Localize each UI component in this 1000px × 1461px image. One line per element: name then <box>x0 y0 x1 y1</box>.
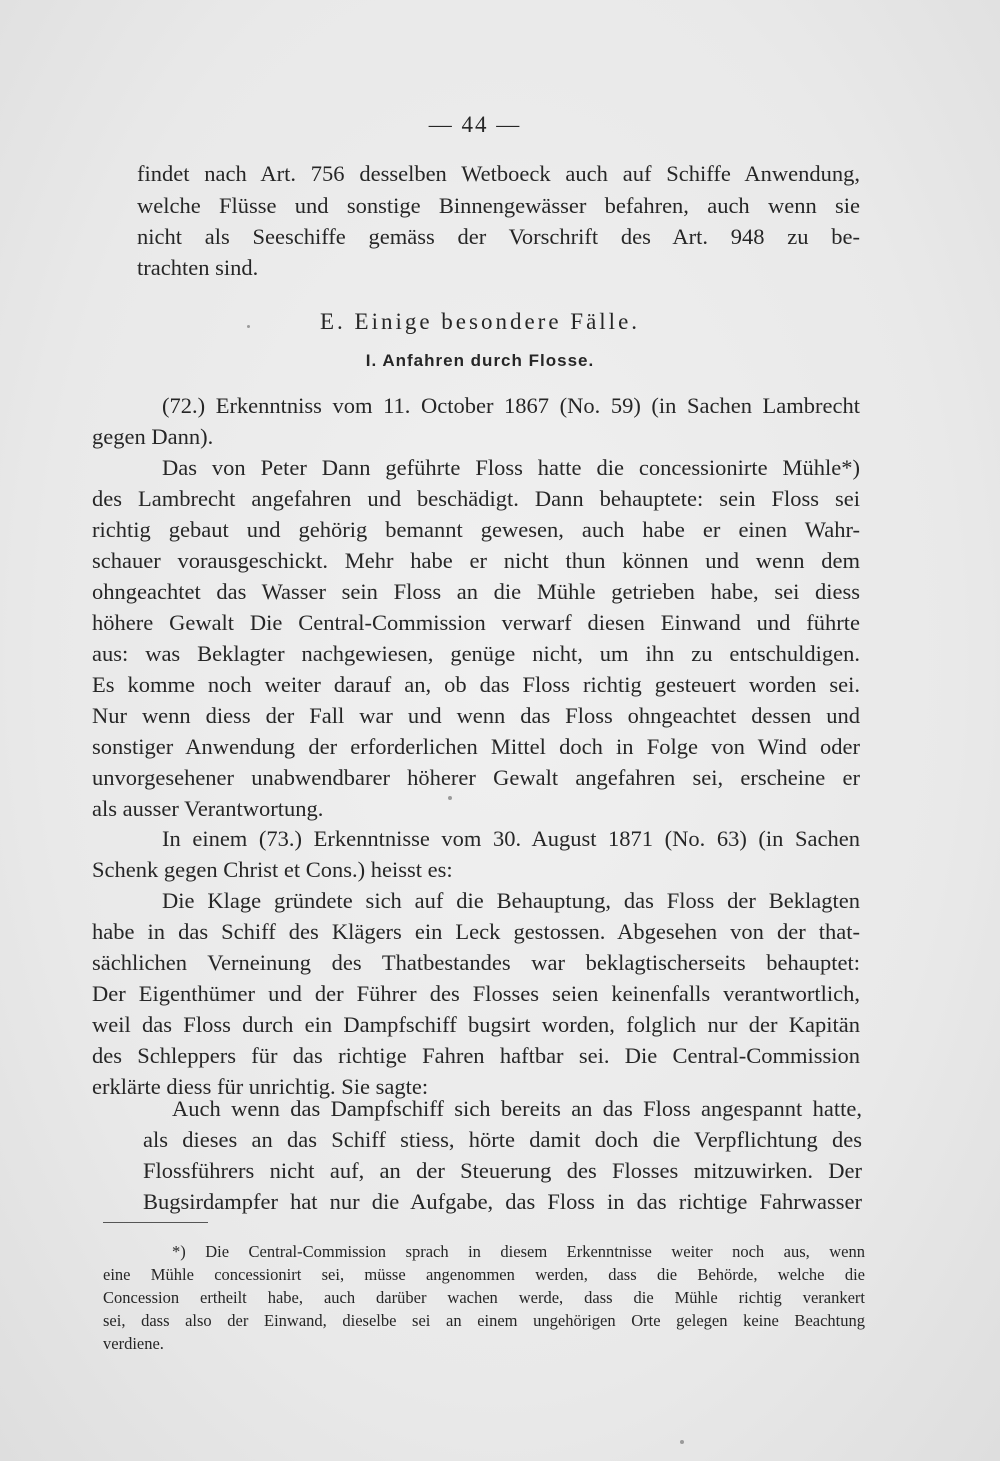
footnote-line: sei, dass also der Einwand, dieselbe sei an einem ungehörigen Orte gelegen keine Beachtung <box>103 1311 865 1330</box>
text-line: nicht als Seeschiffe gemäss der Vorschrift des Art. 948 zu be- <box>137 224 860 249</box>
text-line: unvorgesehener unabwendbarer höherer Gewalt angefahren sei, erscheine er <box>92 765 860 790</box>
text-line: Auch wenn das Dampfschiff sich bereits an das Floss angespannt hatte, <box>172 1096 862 1121</box>
paper-speck <box>247 325 250 328</box>
footnote-line: *) Die Central-Commission sprach in diesem Erkenntnisse weiter noch aus, wenn <box>172 1242 865 1261</box>
subsection-heading: I. Anfahren durch Flosse. <box>365 351 595 370</box>
text-line: Der Eigenthümer und der Führer des Flosses seien keinenfalls verantwortlich, <box>92 981 860 1006</box>
text-line: ohngeachtet das Wasser sein Floss an die Mühle getrieben habe, sei diess <box>92 579 860 604</box>
text-line: weil das Floss durch ein Dampfschiff bugsirt worden, folglich nur der Kapitän <box>92 1012 860 1037</box>
text-line: findet nach Art. 756 desselben Wetboeck auch auf Schiffe Anwendung, <box>137 161 860 186</box>
text-line: Schenk gegen Christ et Cons.) heisst es: <box>92 857 453 882</box>
section-heading: E. Einige besondere Fälle. <box>319 309 641 334</box>
footnote-line: eine Mühle concessionirt sei, müsse angenommen werden, dass die Behörde, welche die <box>103 1265 865 1284</box>
text-line: habe in das Schiff des Klägers ein Leck gestossen. Abgesehen von der that- <box>92 919 860 944</box>
text-line: gegen Dann). <box>92 424 214 449</box>
footnote-line: Concession ertheilt habe, auch darüber wachen werde, dass die Mühle richtig verankert <box>103 1288 865 1307</box>
footnote-divider <box>103 1222 208 1223</box>
text-line: als ausser Verantwortung. <box>92 796 324 821</box>
text-line: schauer vorausgeschickt. Mehr habe er nicht thun können und wenn dem <box>92 548 860 573</box>
text-line: richtig gebaut und gehörig bemannt gewesen, auch habe er einen Wahr- <box>92 517 860 542</box>
text-line: höhere Gewalt Die Central-Commission verwarf diesen Einwand und führte <box>92 610 860 635</box>
text-line: des Schleppers für das richtige Fahren haftbar sei. Die Central-Commission <box>92 1043 860 1068</box>
text-line: Bugsirdampfer hat nur die Aufgabe, das Floss in das richtige Fahrwasser <box>143 1189 862 1214</box>
text-line: Das von Peter Dann geführte Floss hatte die concessionirte Mühle*) <box>162 455 860 480</box>
text-line: In einem (73.) Erkenntnisse vom 30. August 1871 (No. 63) (in Sachen <box>162 826 860 851</box>
text-line: Flossführers nicht auf, an der Steuerung des Flosses mitzuwirken. Der <box>143 1158 862 1183</box>
text-line: Nur wenn diess der Fall war und wenn das Floss ohngeachtet dessen und <box>92 703 860 728</box>
text-line: Es komme noch weiter darauf an, ob das Floss richtig gesteuert worden sei. <box>92 672 860 697</box>
text-line: aus: was Beklagter nachgewiesen, genüge nicht, um ihn zu entschuldigen. <box>92 641 860 666</box>
text-line: sächlichen Verneinung des Thatbestandes war beklagtischerseits behauptet: <box>92 950 860 975</box>
footnote-line: verdiene. <box>103 1334 164 1353</box>
text-line: des Lambrecht angefahren und beschädigt. Dann behauptete: sein Floss sei <box>92 486 860 511</box>
text-line: (72.) Erkenntniss vom 11. October 1867 (No. 59) (in Sachen Lambrecht <box>162 393 860 418</box>
paper-speck <box>680 1440 684 1444</box>
text-line: trachten sind. <box>137 255 259 280</box>
text-line: sonstiger Anwendung der erforderlichen Mittel doch in Folge von Wind oder <box>92 734 860 759</box>
text-line: Die Klage gründete sich auf die Behauptung, das Floss der Beklagten <box>162 888 860 913</box>
text-line: als dieses an das Schiff stiess, hörte damit doch die Verpflichtung des <box>143 1127 862 1152</box>
text-line: erklärte diess für unrichtig. Sie sagte: <box>92 1074 429 1099</box>
page-number: — 44 — <box>428 112 522 137</box>
text-line: welche Flüsse und sonstige Binnengewässer befahren, auch wenn sie <box>137 193 860 218</box>
paper-speck <box>448 796 452 800</box>
